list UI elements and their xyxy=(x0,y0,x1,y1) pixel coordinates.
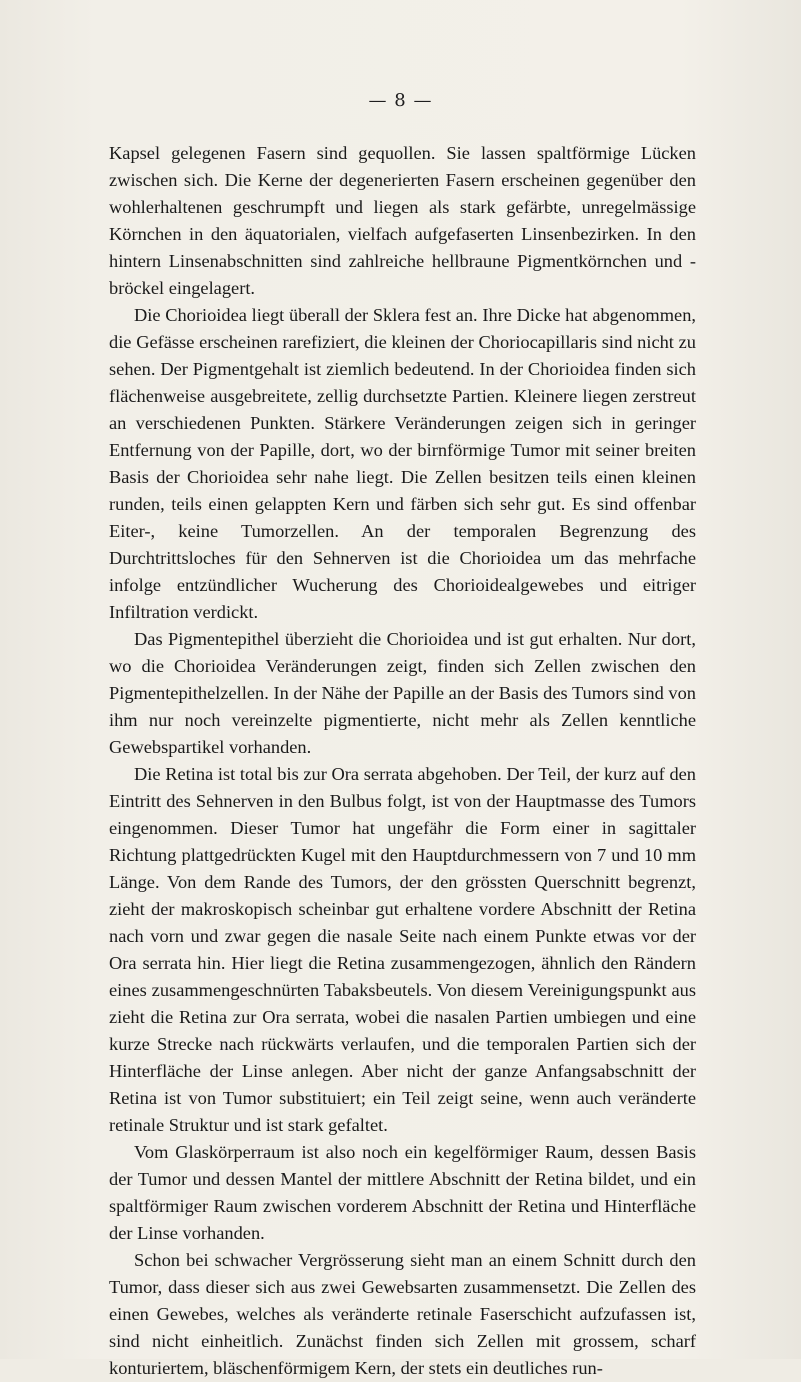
paragraph-5: Vom Glaskörperraum ist also noch ein kegelförmiger Raum, dessen Basis der Tumor und dessen Mantel der mittlere Abschnitt der Retina bildet, und ein spaltförmiger Raum zwischen vorderem Abschnitt der Retina und Hinterfläche der Linse vorhanden. xyxy=(109,1142,696,1243)
body-text xyxy=(109,140,696,1382)
paragraph-2: Die Chorioidea liegt überall der Sklera fest an. Ihre Dicke hat abgenommen, die Gefässe erscheinen rarefiziert, die kleinen der Choriocapillaris sind nicht zu sehen. Der Pigmentgehalt ist ziemlich bedeutend. In der Chorioidea finden sich flächenweise ausgebreitete, zellig durchsetzte Partien. Kleinere liegen zerstreut an verschiedenen Punkten. Stärkere Veränderungen zeigen sich in geringer Entfernung von der Papille, dort, wo der birnförmige Tumor mit seiner breiten Basis der Chorioidea sehr nahe liegt. Die Zellen besitzen teils einen kleinen runden, teils einen gelappten Kern und färben sich sehr gut. Es sind offenbar Eiter-, keine Tumorzellen. An der temporalen Begrenzung des Durchtrittsloches für den Sehnerven ist die Chorioidea um das mehrfache infolge entzündlicher Wucherung des Chorioidealgewebes und eitriger Infiltration verdickt. xyxy=(109,305,696,622)
paragraph-1: Kapsel gelegenen Fasern sind gequollen. Sie lassen spaltförmige Lücken zwischen sich. Die Kerne der degenerierten Fasern erscheinen gegenüber den wohlerhaltenen geschrumpft und liegen als stark gefärbte, unregelmässige Körnchen in den äquatorialen, vielfach aufgefaserten Linsenbezirken. In den hintern Linsenabschnitten sind zahlreiche hellbraune Pigmentkörnchen und -bröckel eingelagert. xyxy=(109,143,696,298)
paragraph-6: Schon bei schwacher Vergrösserung sieht man an einem Schnitt durch den Tumor, dass dieser sich aus zwei Gewebsarten zusammensetzt. Die Zellen des einen Gewebes, welches als veränderte retinale Faserschicht aufzufassen ist, sind nicht einheitlich. Zunächst finden sich Zellen mit grossem, scharf konturiertem, bläschenförmigem Kern, der stets ein deutliches run- xyxy=(109,1250,696,1378)
paragraph-4: Die Retina ist total bis zur Ora serrata abgehoben. Der Teil, der kurz auf den Eintritt des Sehnerven in den Bulbus folgt, ist von der Hauptmasse des Tumors eingenommen. Dieser Tumor hat ungefähr die Form einer in sagittaler Richtung plattgedrückten Kugel mit den Hauptdurchmessern von 7 und 10 mm Länge. Von dem Rande des Tumors, der den grössten Querschnitt begrenzt, zieht der makroskopisch scheinbar gut erhaltene vordere Abschnitt der Retina nach vorn und zwar gegen die nasale Seite nach einem Punkte etwas vor der Ora serrata hin. Hier liegt die Retina zusammengezogen, ähnlich den Rändern eines zusammengeschnürten Tabaksbeutels. Von diesem Vereinigungspunkt aus zieht die Retina zur Ora serrata, wobei die nasalen Partien umbiegen und eine kurze Strecke nach rückwärts verlaufen, und die temporalen Partien sich der Hinterfläche der Linse anlegen. Aber nicht der ganze Anfangsabschnitt der Retina ist von Tumor substituiert; ein Teil zeigt seine, wenn auch veränderte retinale Struktur und ist stark gefaltet. xyxy=(109,764,696,1135)
paragraph-3: Das Pigmentepithel überzieht die Chorioidea und ist gut erhalten. Nur dort, wo die Chorioidea Veränderungen zeigt, finden sich Zellen zwischen den Pigmentepithelzellen. In der Nähe der Papille an der Basis des Tumors sind von ihm nur noch vereinzelte pigmentierte, nicht mehr als Zellen kenntliche Gewebspartikel vorhanden. xyxy=(109,629,696,757)
page-number: — 8 — xyxy=(368,90,433,111)
